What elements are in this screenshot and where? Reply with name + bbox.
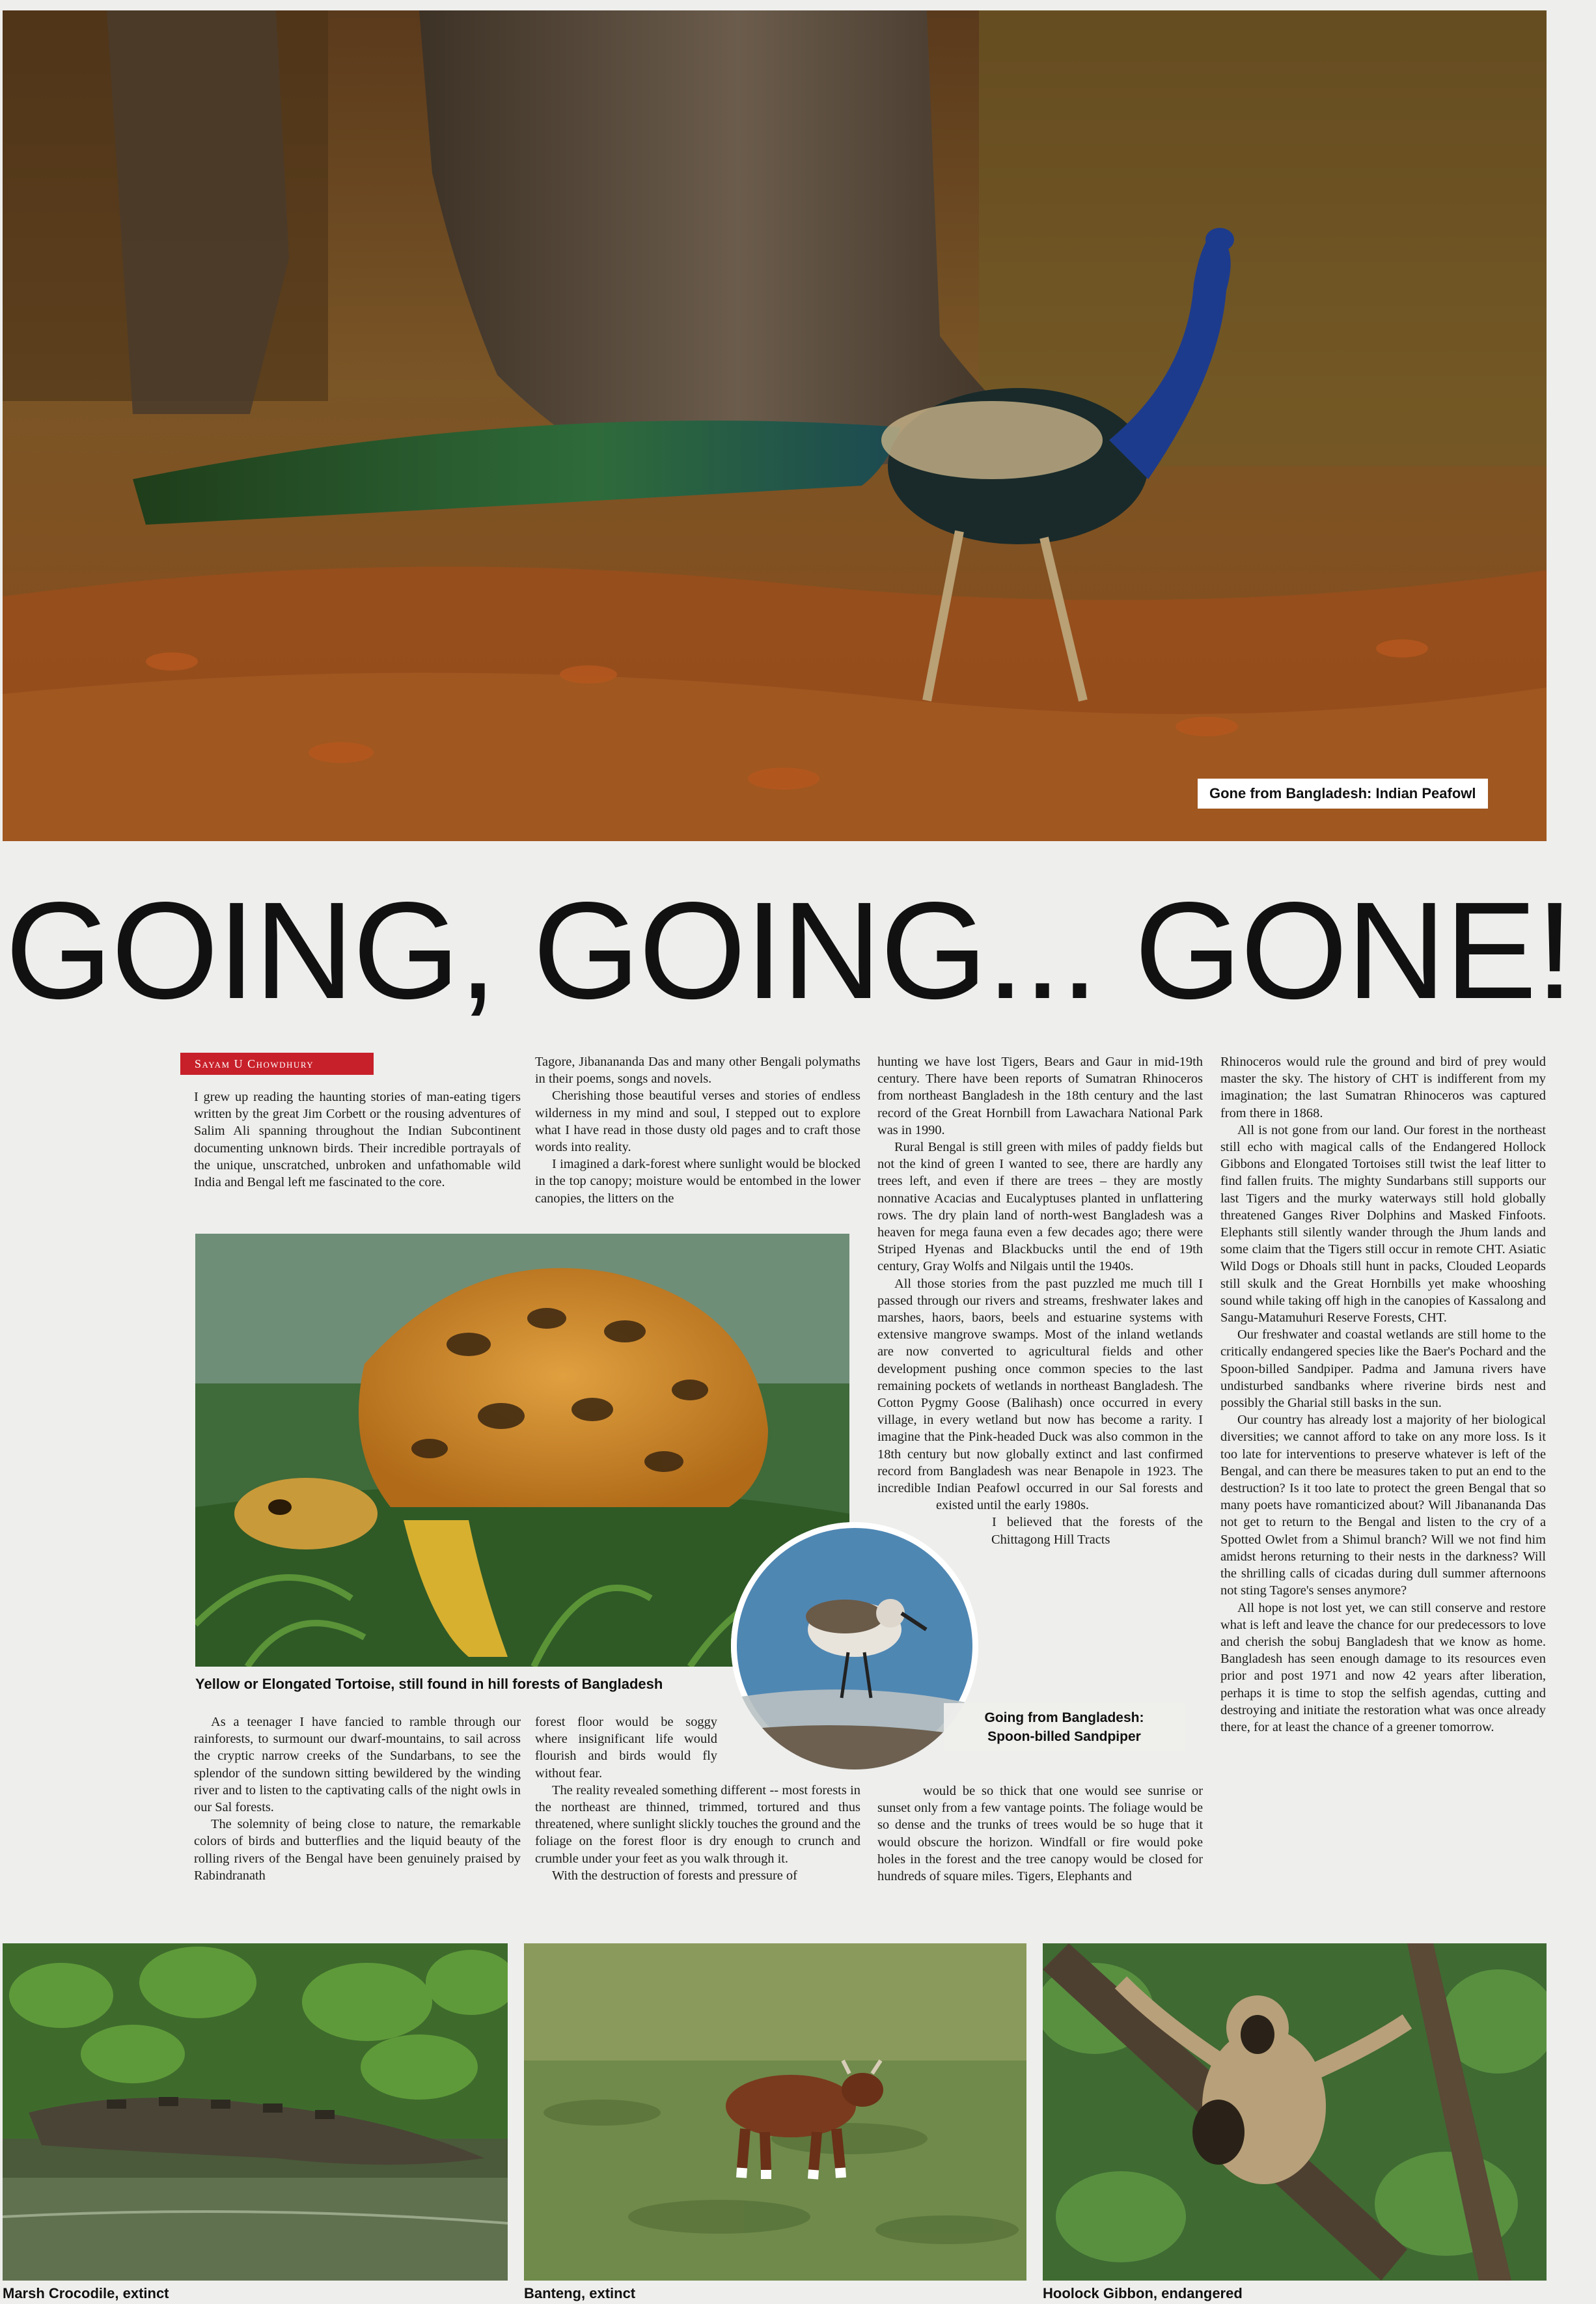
sandpiper-photo bbox=[731, 1522, 978, 1770]
paragraph: forest floor would be soggy where insignificant life would flourish and birds would fly without fear. bbox=[535, 1715, 717, 1781]
sandpiper-caption-line2: Spoon-billed Sandpiper bbox=[987, 1729, 1141, 1744]
paragraph: Our country has already lost a majority of her biological diversities; we cannot afford to take on any more loss. Is it too late for interventions to preserve whatever is left of the Bengal, and can there be measures taken to put an end to the destruction? Is it too late to protect the green Bengal that so many poets have romanticized about? Will Jibanananda Das not get to return to the Bengal and listen to the cry of a Spotted Owlet from a Shimul branch? Will we not find him amidst herons returning to their nests in the darkness? Will the shrilling calls of cicadas during dull summer afternoons not sting Tagore's senses anymore? bbox=[1220, 1413, 1546, 1598]
crocodile-photo bbox=[3, 1943, 508, 2281]
peafowl-photo bbox=[3, 10, 1547, 841]
gibbon-photo bbox=[1043, 1943, 1547, 2281]
paragraph: Tagore, Jibanananda Das and many other Bengali polymaths in their poems, songs and novels. bbox=[535, 1055, 860, 1087]
article-col1-bottom bbox=[194, 1714, 521, 1909]
article-col4 bbox=[1220, 1053, 1546, 1913]
paragraph: All those stories from the past puzzled me much till I passed through our rivers and streams, freshwater lakes and marshes, haors, baors, beels and estuarine systems with extensive mangrove swamps. Most of the inland wetlands are now converted to agricultural fields and other development pushing once common species to the last remaining pockets of wetlands in northeast Bangladesh. The Cotton Pygmy Goose (Balihash) once occurred in every village, in every wetland but now has become a rarity. I imagine that the Pink-headed Duck was also common in the 18th century but now globally extinct and last confirmed record from Bangladesh was near Benapole in 1923. The incredible Indian Peafowl occurred in our Sal forests and existed until the early 1980s. bbox=[877, 1276, 1203, 1513]
paragraph: hunting we have lost Tigers, Bears and Gaur in mid-19th century. There have been reports of Sumatran Rhinoceros from northeast Bangladesh in the 18th century and the last record of the Great Hornbill from Lawachara National Park was in 1990. bbox=[877, 1055, 1203, 1137]
byline: Sayam U Chowdhury bbox=[180, 1053, 374, 1075]
paragraph: All is not gone from our land. Our forest in the northeast still echo with magical calls of the Endangered Hollock Gibbons and Elongated Tortoises still twist the leaf litter to find fallen fruits. The mighty Sundarbans still supports our last Tigers and the murky waterways still hold globally threatened Ganges River Dolphins and Masked Finfoots. Elephants still silently wander through the Jhum lands and some claim that the Tigers still occur in remote CHT. Asiatic Wild Dogs or Dhoals still hunt in packs, Clouded Leopards still skulk and the Great Hornbills yet make whooshing sound while taking off high in the canopies of Kassalong and Sangu-Matamuhuri Reserve Forests, CHT. bbox=[1220, 1122, 1546, 1325]
gibbon-caption: Hoolock Gibbon, endangered bbox=[1043, 2285, 1243, 2301]
paragraph: The reality revealed something different -- most forests in the northeast are thinned, trimmed, tortured and thus threatened, where sunlight slickly touches the ground and the foliage on the forest floor is dry enough to crunch and crumble under your feet as you walk through it. bbox=[535, 1783, 860, 1866]
paragraph: would be so thick that one would see sunrise or sunset only from a few vantage points. The foliage would be so dense and the trunks of trees would be so huge that it would obscure the horizon. Windfall or fire would poke holes in the forest and the tree canopy would be closed for hundreds of square miles. Tigers, Elephants and bbox=[877, 1784, 1203, 1884]
paragraph: As a teenager I have fancied to ramble through our rainforests, to surmount our dwarf-mountains, to sail across the cryptic narrow creeks of the Sundarbans, to see the splendor of the sundown sitting bewildered by the winding river and to listen to the captivating calls of the night owls in our Sal forests. bbox=[194, 1715, 521, 1815]
headline: GOING, GOING... GONE! bbox=[5, 873, 1573, 1027]
article-col1-top bbox=[194, 1089, 521, 1219]
paragraph: With the destruction of forests and pressure of bbox=[552, 1868, 797, 1883]
paragraph: The solemnity of being close to nature, the remarkable colors of birds and butterflies and the liquid beauty of the rolling rivers of the Bengal have been genuinely praised by Rabindranath bbox=[194, 1817, 521, 1883]
banteng-caption: Banteng, extinct bbox=[524, 2285, 636, 2301]
peafowl-caption: Gone from Bangladesh: Indian Peafowl bbox=[1198, 779, 1488, 809]
crocodile-caption: Marsh Crocodile, extinct bbox=[3, 2285, 169, 2301]
paragraph: I grew up reading the haunting stories of man-eating tigers written by the great Jim Corbett or the rousing adventures of Salim Ali spanning throughout the Indian Subcontinent documenting unknown birds. Their incredible portrayals of the unique, unscratched, unbroken and unfathomable wild India and Bengal left me fascinated to the core. bbox=[194, 1090, 521, 1190]
article-col3-bottom bbox=[877, 1783, 1203, 1913]
banteng-photo bbox=[524, 1943, 1026, 2281]
tortoise-caption: Yellow or Elongated Tortoise, still found in hill forests of Bangladesh bbox=[195, 1676, 663, 1692]
paragraph: Our freshwater and coastal wetlands are still home to the critically endangered species like the Baer's Pochard and the Spoon-billed Sandpiper. Padma and Jamuna rivers have undisturbed sandbanks where riverine birds nest and possibly the Gharial still basks in the sun. bbox=[1220, 1327, 1546, 1411]
article-col2-top bbox=[535, 1053, 860, 1210]
sandpiper-caption-line1: Going from Bangladesh: bbox=[984, 1710, 1144, 1725]
paragraph: I believed that the forests of the Chittagong Hill Tracts bbox=[991, 1515, 1203, 1547]
paragraph: Rural Bengal is still green with miles of paddy fields but not the kind of green I wanted to see, there are hardly any trees left, and even if there are trees – they are mostly nonnative Acacias and Eucalyptuses planted in unflattering rows. The dry plain land of north-west Bangladesh was a heaven for mega fauna even a few decades ago; there were Striped Hyenas and Blackbucks until the end of 19th century, Gray Wolfs and Nilgais until the 1940s. bbox=[877, 1140, 1203, 1274]
paragraph: I imagined a dark-forest where sunlight would be blocked in the top canopy; moisture would be entombed in the lower canopies, the litters on the bbox=[535, 1157, 860, 1206]
paragraph: All hope is not lost yet, we can still conserve and restore what is left and leave the chance for our predecessors to love and cherish the sobuj Bangladesh that we know as home. Bangladesh has seen enough damage to its resources even prior and post 1971 and now 42 years after liberation, perhaps it is time to stop the selfish agendas, cutting and destroying and initiate the restoration what was once already there, for at least the chance of a greener tomorrow. bbox=[1220, 1600, 1546, 1734]
paragraph: Cherishing those beautiful verses and stories of endless wilderness in my mind and soul, I stepped out to explore what I have read in those dusty old pages and to craft those words into reality. bbox=[535, 1089, 860, 1155]
sandpiper-caption bbox=[944, 1703, 1185, 1751]
paragraph: Rhinoceros would rule the ground and bird of prey would master the sky. The history of CHT is indifferent from my imagination; the last Sumatran Rhinoceros was captured from there in 1868. bbox=[1220, 1055, 1546, 1120]
